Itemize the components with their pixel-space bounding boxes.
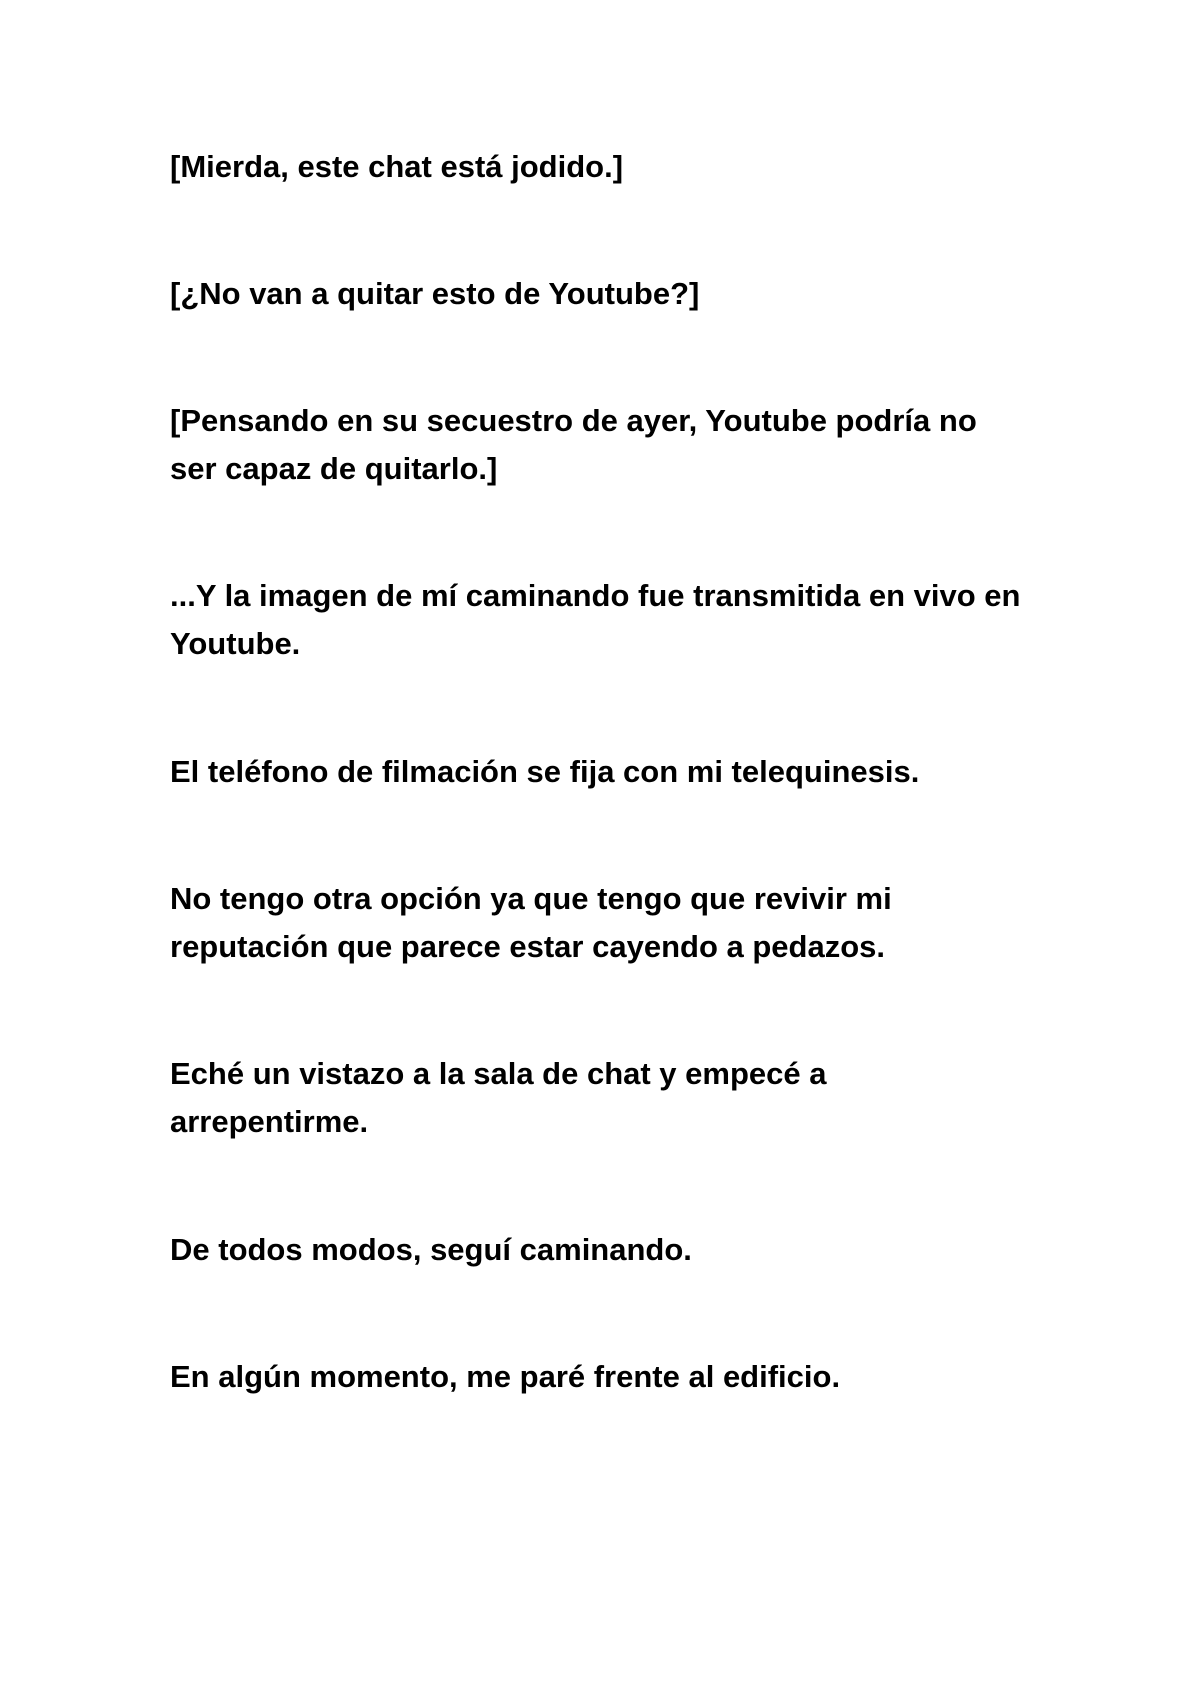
paragraph-chat-comment-2: [¿No van a quitar esto de Youtube?] — [170, 276, 700, 311]
paragraph-narration-6: En algún momento, me paré frente al edificio. — [170, 1359, 841, 1394]
paragraph-narration-4: Eché un vistazo a la sala de chat y empecé a arrepentirme. — [170, 1056, 827, 1139]
paragraph-narration-2: El teléfono de filmación se fija con mi telequinesis. — [170, 754, 920, 789]
paragraph-narration-1: ...Y la imagen de mí caminando fue transmitida en vivo en Youtube. — [170, 578, 1021, 661]
paragraph-chat-comment-3: [Pensando en su secuestro de ayer, Youtube podría no ser capaz de quitarlo.] — [170, 403, 977, 486]
paragraph-narration-3: No tengo otra opción ya que tengo que revivir mi reputación que parece estar cayendo a pedazos. — [170, 881, 892, 964]
paragraph-narration-5: De todos modos, seguí caminando. — [170, 1232, 692, 1267]
paragraph-chat-comment-1: [Mierda, este chat está jodido.] — [170, 149, 624, 184]
